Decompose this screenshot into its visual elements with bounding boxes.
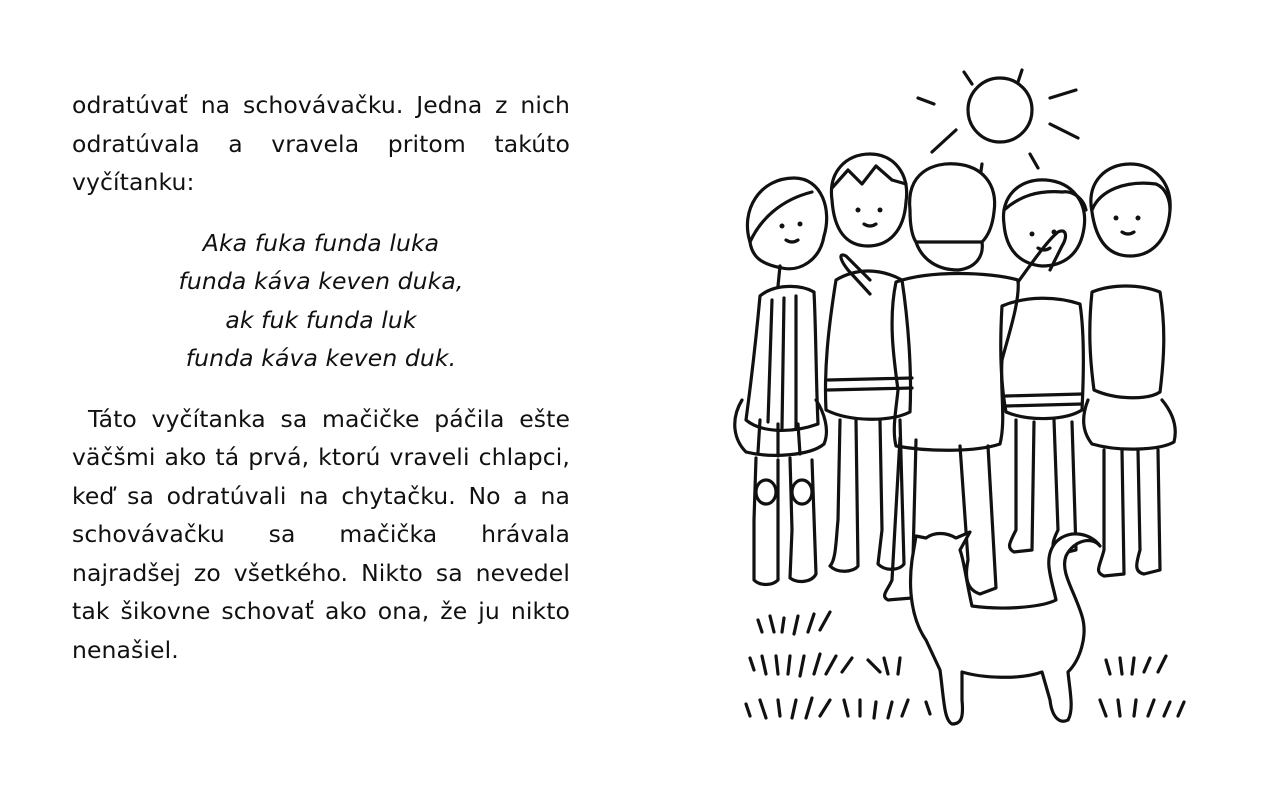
- paragraph-2: Táto vyčítanka sa mačičke páčila ešte väčšmi ako tá prvá, ktorú vraveli chlapci, keď sa odratúvali na chytačku. No a na schovávačku sa mačička hrávala najradšej zo všetkého. Nikto sa nevedel tak šikovne schovať ako ona, že ju nikto nenašiel.: [72, 404, 570, 664]
- poem-line-3: ak fuk funda luk: [225, 305, 417, 334]
- child-figure-1: [735, 178, 827, 585]
- poem: [72, 224, 570, 378]
- illustration: [720, 60, 1200, 740]
- sun-icon: [918, 70, 1078, 178]
- text-column: [72, 86, 570, 669]
- child-figure-4: [1001, 180, 1086, 554]
- poem-line-2: funda káva keven duka,: [178, 267, 464, 295]
- child-figure-5: [1084, 164, 1176, 576]
- cat-figure: [911, 532, 1100, 724]
- child-figure-2: [825, 154, 912, 571]
- paragraph-1: odratúvať na schovávačku. Jedna z nich odratúvala a vravela pritom takúto vyčítanku:: [72, 91, 570, 196]
- poem-line-1: Aka fuka funda luka: [202, 228, 440, 257]
- children-and-cat-drawing: [720, 60, 1200, 740]
- poem-line-4: funda káva keven duk.: [185, 344, 457, 372]
